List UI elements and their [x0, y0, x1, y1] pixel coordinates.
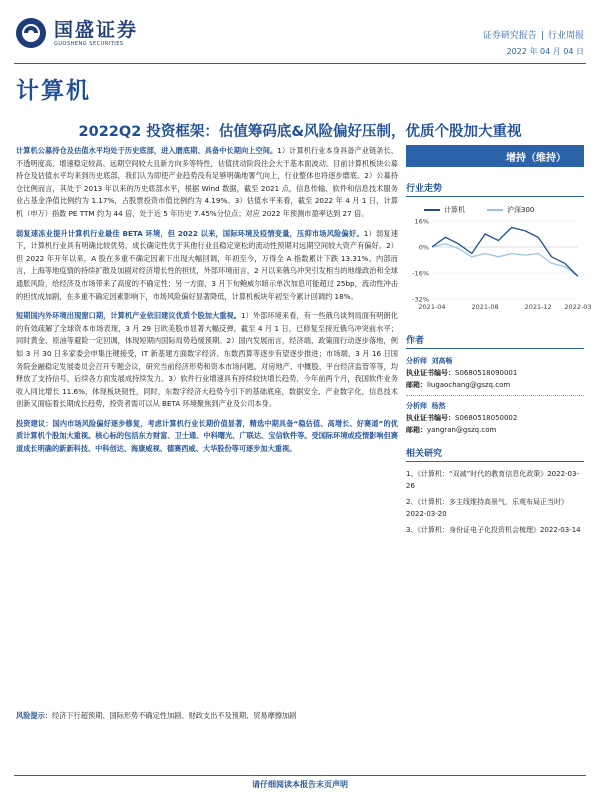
main-body	[16, 145, 398, 463]
risk-label: 风险提示：	[16, 711, 52, 720]
analyst-email	[406, 379, 584, 391]
paragraph-lead: 投资建议：	[16, 418, 53, 428]
analyst-email	[406, 424, 584, 436]
cert-value: S0680518050002	[455, 414, 518, 422]
email-label: 邮箱：	[406, 426, 427, 434]
chart-legend	[406, 205, 584, 215]
analyst-name: 刘高畅	[431, 357, 453, 365]
legend-item	[424, 205, 465, 215]
legend-label: 计算机	[444, 206, 465, 214]
cert-value: S0680518090001	[455, 369, 518, 377]
paragraph-body: 1）外部环境来看，有一些俄乌谈判局面有明朗化的有效疏解了全球资本市场表现，3 月 29 日欧美股市显著大幅反弹，截至 4 月 1 日，已修复至接近俄乌冲突前水平；同时黄金、原油等避险一定回调，体现短期内国际局势趋缓预期。2）国内发展而言，经济端，政策面行动逐步落地，例如 3 月 30 日多家委会申集注键接受，IT 新基建方面数字经济、东数西算等逐步有望逐步推进；市场端，3 月 16 日国务院金融稳定发展委员会召开专题会议，研究当前经济形势和资本市场问题，对房地产、中概股、平台经济监管等等，均释放了支持信号，后续各方面发展成持续发力。3）软件行业增速具有持续较快增长趋势，今年前两个月，我国软件业务收入同比增长 11.6%，体现板块韧性，同时，东数字经济大趋势今引下的基础底座，数据安全、产业数字化，信息技术创新又面临着长期成长趋势，投资者需可以从 BETA 环境聚焦到产业及公司本身。	[16, 311, 398, 409]
x-tick-label: 2022-03	[564, 303, 592, 311]
sector-name: 计算机	[16, 78, 91, 104]
related-title: 相关研究	[406, 446, 584, 462]
y-tick-label: -16%	[412, 269, 429, 278]
analyst-2	[406, 400, 584, 436]
risk-body: 经济下行超预期、国际形势不确定性加剧、财政支出不及预期、贸易摩擦加剧	[51, 711, 297, 720]
cert-label: 执业证书编号：	[406, 414, 455, 422]
analyst-cert	[406, 367, 584, 379]
analyst-1	[406, 355, 584, 391]
related-list	[406, 468, 584, 536]
footer-divider	[14, 775, 586, 776]
paragraph-lead: 弱复速冻业提升计算机行业最佳 BETA 环境，但 2022 以来，国际环境及疫情变量，压抑市场风险偏好。	[16, 228, 364, 238]
report-title: 2022Q2 投资框架：估值筹码底&风险偏好压制，优质个股加大重视	[78, 124, 522, 140]
sidebar	[406, 145, 592, 540]
risk-note	[16, 710, 398, 723]
analyst-role: 分析师	[406, 402, 427, 410]
header-divider	[14, 63, 586, 64]
email-label: 邮箱：	[406, 381, 427, 389]
report-type-label: 证券研究报告	[482, 31, 537, 41]
series-line	[432, 228, 578, 277]
x-tick-label: 2021-12	[524, 303, 552, 311]
paragraph-lead: 计算机公募持仓及估值水平均处于历史底部，进入磨底期、具备中长期向上空间。	[16, 146, 278, 155]
legend-label: 沪深300	[507, 206, 535, 214]
series-line	[432, 244, 578, 276]
paragraph-3	[16, 310, 398, 411]
y-tick-label: 16%	[414, 217, 429, 226]
y-tick-label: -32%	[412, 295, 429, 304]
report-type	[483, 28, 584, 41]
legend-item	[487, 205, 534, 215]
y-tick-label: 0%	[418, 243, 429, 252]
paragraph-2	[16, 228, 398, 304]
legend-swatch	[424, 209, 440, 211]
analyst-name-line	[406, 355, 584, 367]
analysts-title: 作者	[406, 333, 584, 349]
paragraph-1	[16, 145, 398, 221]
guosheng-logo-icon	[14, 16, 48, 50]
x-tick-label: 2021-08	[471, 303, 499, 311]
paragraph-body: 1）弱复速下，计算机行业具有明确比较优势，成长确定性优于其他行业且稳定宽松的流动性预期对远期空间较大资产有偏好。2）但 2022 年开年以来，A 股在多重不确定因素下出现大幅回调，年初至今，万得全 A 指数累计下跌 13.31%。内部而言，上海等地疫情的持续扩散及加剧对经济增长性的担忧，外部环境而言，2 月以来俄乌冲突引发相当的地缘政治和全球通胀风险，给经济及市场带来了高度的不确定性；另一方面，3 月下旬鲍威尔暗示单次加息可能超过 25bp，流动性冲击的担忧成加剧，在多重不确定因素影响下，市场风险偏好显著降低，计算机板块年初至今累计回调约 18%。	[16, 228, 399, 301]
analyst-role: 分析师	[406, 357, 427, 365]
logo-name-cn: 国盛证券	[54, 18, 139, 41]
divider	[406, 395, 584, 396]
rating-badge: 增持（维持）	[406, 145, 584, 167]
report-subtype-label: 行业周报	[547, 31, 584, 41]
logo-name-en: GUOSHENG SECURITIES	[54, 40, 124, 47]
separator: |	[540, 31, 544, 41]
email-link[interactable]: yangran@gszq.com	[427, 426, 497, 434]
legend-swatch	[487, 209, 503, 211]
paragraph-body: 1）计算机行业本身具备产业链条长、不透明度高、增速稳定较高、远期空间较大且新方向多等特性，估值扰动阶段往会大于基本面波动。目前计算机板块公募持仓及估值水平均来到历史底部，我们认为即使产业趋势没有足够明确地署气向上，行业整体也将逐步磨底。2）公募持仓比例而言，其处于 2013 年以来的历史底部水平，根据 Wind 数据，截至 2021 点，信息传输、软件和信息技术服务业占基金净值比例约为 1.17%，占股票投资市值比例约为 4.19%。3）估值水平来看，截至 2022 年 4 月 1 日，计算机（申万）指数 PE TTM 约为 44 倍，处于近 5 年历史 7.45%分位点；对应 2022 年预测市盈率达到 27 倍。	[16, 146, 398, 218]
email-link[interactable]: liugaochang@gszq.com	[427, 381, 511, 389]
trend-title: 行业走势	[406, 181, 584, 197]
analyst-name: 杨然	[431, 402, 446, 410]
paragraph-body: 国内市场风险偏好逐步修复，考虑计算机行业长期价值显著，精选中期具备“稳估值、高增长、好赛道”的优质计算机个股加大重视。核心标的包括东方财富、卫士通、中科曙光、广联达、宝信软件等。受国际环境或疫情影响但赛道成长明确的新新科技、中科创达、海康威视、德赛西威、大华股份等可逐步加大重视。	[16, 418, 398, 454]
trend-chart-svg	[406, 215, 592, 315]
company-logo	[14, 16, 138, 50]
related-item[interactable]: 1、《计算机：“双减”时代的教育信息化政策》2022-03-26	[406, 470, 579, 490]
trend-chart	[406, 205, 592, 319]
related-item[interactable]: 2、《计算机：多主线维持高景气，乐观布局正当时》2022-03-20	[406, 498, 568, 518]
analyst-name-line	[406, 400, 584, 412]
paragraph-lead: 短期国内外环境出现窗口期，计算机产业依旧建议优质个股加大重视。	[16, 311, 241, 321]
analyst-cert	[406, 412, 584, 424]
paragraph-4	[16, 418, 398, 456]
cert-label: 执业证书编号：	[406, 369, 455, 377]
footer-note: 请仔细阅读本报告末页声明	[252, 780, 348, 789]
x-tick-label: 2021-04	[418, 303, 446, 311]
related-item[interactable]: 3、《计算机：身份证电子化投资机会梳理》2022-03-14	[406, 526, 581, 534]
report-date: 2022 年 04 月 04 日	[506, 47, 584, 56]
